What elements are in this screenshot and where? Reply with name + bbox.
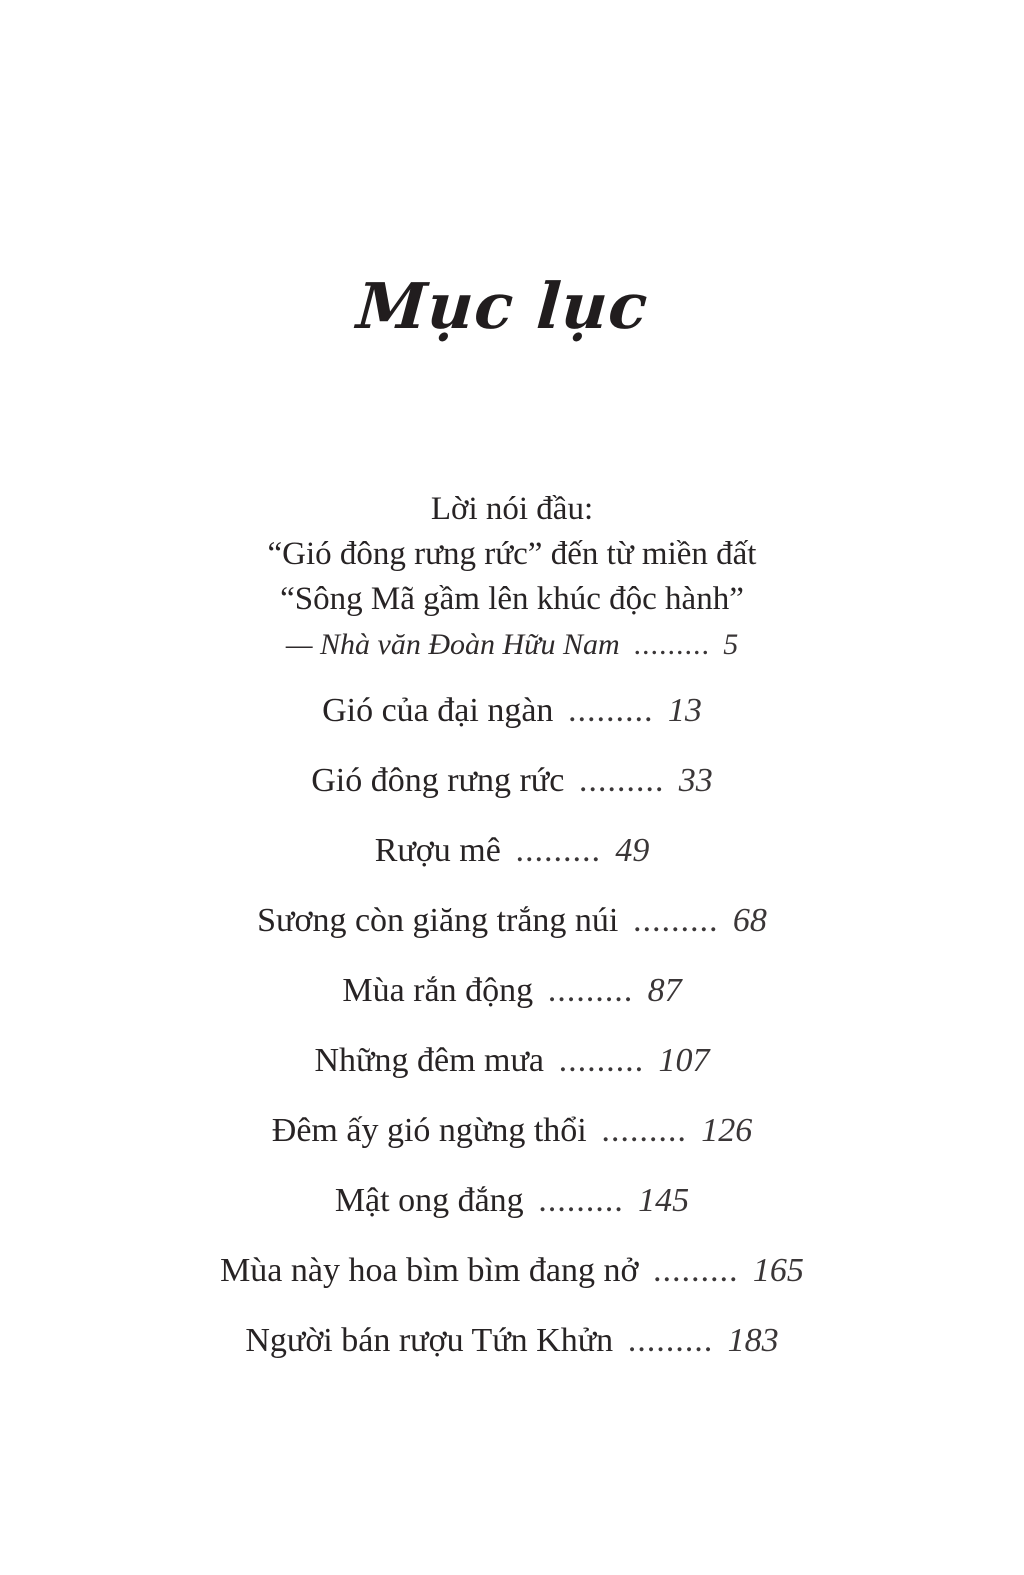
toc-entry (0, 1254, 1024, 1288)
entry-title: Những đêm mưa (314, 1042, 544, 1080)
toc-page-title: Mục lục (354, 269, 651, 343)
entry-title: Đêm ấy gió ngừng thổi (271, 1112, 587, 1150)
entry-title: Mùa này hoa bìm bìm đang nở (220, 1252, 639, 1290)
entry-title: Gió của đại ngàn (322, 692, 554, 730)
dot-leader: ......... (548, 972, 635, 1010)
toc-entry (0, 1044, 1024, 1078)
entry-title: Mùa rắn động (342, 972, 534, 1010)
toc-entries (0, 694, 1024, 1358)
preface-heading: Lời nói đầu: (430, 491, 594, 528)
page-number: 5 (723, 628, 739, 662)
page-number: 87 (647, 972, 682, 1010)
toc-entry (0, 1324, 1024, 1358)
preface-author-name: — Nhà văn Đoàn Hữu Nam (285, 628, 620, 662)
toc-entry (0, 764, 1024, 798)
entry-title: Sương còn giăng trắng núi (257, 902, 619, 940)
dot-leader: ......... (568, 692, 655, 730)
page-number: 68 (732, 902, 767, 940)
page-number: 126 (701, 1112, 753, 1150)
preface-quote-line-2: “Sông Mã gầm lên khúc độc hành” (280, 581, 744, 618)
entry-title: Người bán rượu Tứn Khửn (245, 1322, 614, 1360)
preface-quote-line-1: “Gió đông rưng rức” đến từ miền đất (267, 536, 757, 573)
dot-leader: ......... (539, 1182, 625, 1220)
toc-entry (0, 1114, 1024, 1148)
dot-leader: ......... (633, 902, 720, 940)
page-number: 49 (615, 832, 650, 870)
page-number: 183 (727, 1322, 779, 1360)
page-number: 165 (752, 1252, 804, 1290)
dot-leader: ......... (628, 1322, 715, 1360)
dot-leader: ......... (579, 762, 666, 800)
page-number: 145 (638, 1182, 690, 1220)
page-number: 13 (667, 692, 702, 730)
toc-entry (0, 1184, 1024, 1218)
preface-author-entry (0, 622, 1024, 668)
toc-entry (0, 904, 1024, 938)
dot-leader: ......... (602, 1112, 688, 1150)
entry-title: Mật ong đắng (334, 1182, 524, 1220)
dot-leader: ......... (559, 1042, 645, 1080)
toc-entry (0, 974, 1024, 1008)
page-number: 33 (678, 762, 713, 800)
dot-leader: ......... (634, 628, 711, 662)
entry-title: Rượu mê (374, 832, 501, 870)
toc-entry (0, 834, 1024, 868)
toc-entry (0, 694, 1024, 728)
preface-block (0, 487, 1024, 668)
page-number: 107 (658, 1042, 710, 1080)
entry-title: Gió đông rưng rức (311, 762, 565, 800)
dot-leader: ......... (653, 1252, 740, 1290)
dot-leader: ......... (516, 832, 602, 870)
